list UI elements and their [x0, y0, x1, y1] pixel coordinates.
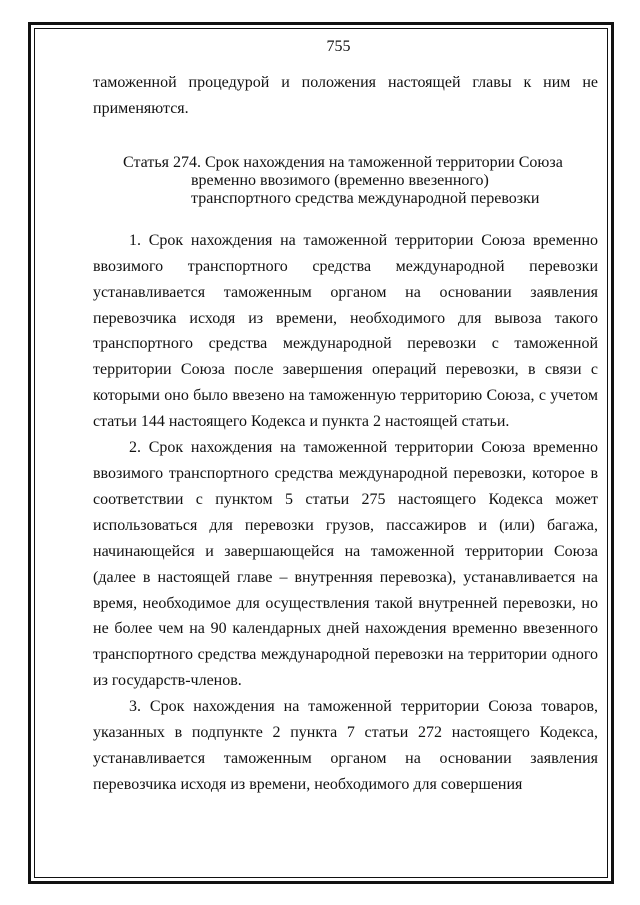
article-heading [93, 154, 598, 208]
paragraph-1: 1. Срок нахождения на таможенной территории Союза временно ввозимого транспортного средства международной перевозки устанавливается таможенным органом на основании заявления перевозчика исходя из времени, необходимого для вывоза такого транспортного средства международной перевозки с таможенной территории Союза после завершения операций перевозки, в связи с которыми оно было ввезено на таможенную территорию Союза, с учетом статьи 144 настоящего Кодекса и пункта 2 настоящей статьи. [93, 231, 598, 431]
document-body [93, 34, 598, 798]
article-heading-line: Статья 274. Срок нахождения на таможенной территории Союза [123, 153, 563, 171]
paragraph-3: 3. Срок нахождения на таможенной территории Союза товаров, указанных в подпункте 2 пункта 7 статьи 272 настоящего Кодекса, устанавливается таможенным органом на основании заявления перевозчика исходя из времени, необходимого для совершения [93, 698, 598, 793]
page-number: 755 [326, 38, 351, 55]
article-heading-line: транспортного средства международной перевозки [191, 189, 540, 207]
article-heading-line: временно ввозимого (временно ввезенного) [191, 171, 489, 189]
paragraph-2: 2. Срок нахождения на таможенной территории Союза временно ввозимого транспортного средства международной перевозки, которое в соответствии с пунктом 5 статьи 275 настоящего Кодекса может использоваться для перевозки грузов, пассажиров и (или) багажа, начинающейся и завершающейся на таможенной территории Союза (далее в настоящей главе – внутренняя перевозка), устанавливается на время, необходимое для осуществления такой внутренней перевозки, но не более чем на 90 календарных дней нахождения временно ввезенного транспортного средства международной перевозки на территории одного из государств-членов. [93, 439, 598, 690]
intro-paragraph: таможенной процедурой и положения настоящей главы к ним не применяются. [93, 74, 598, 117]
